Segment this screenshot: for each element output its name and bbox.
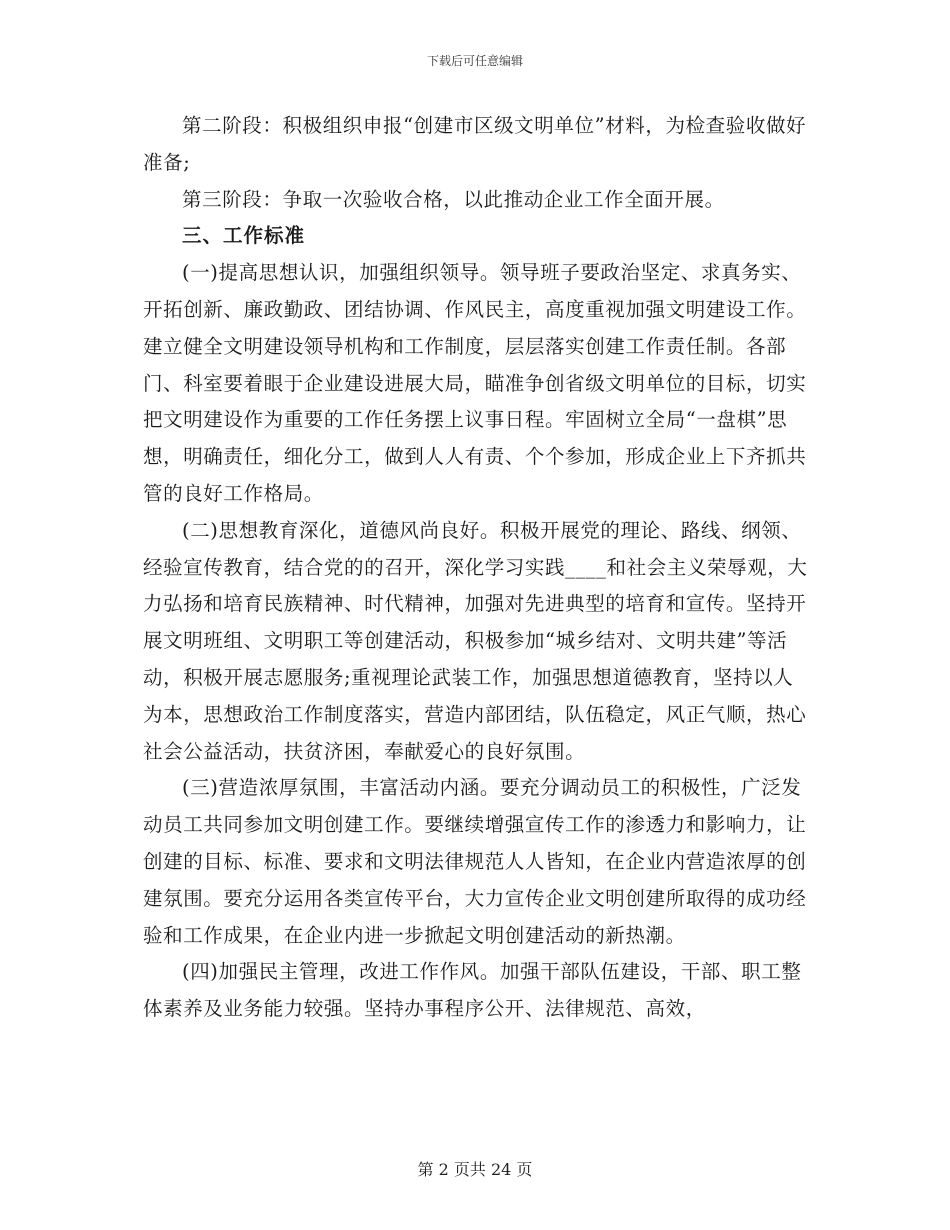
page-footer: 第 2 页共 24 页 xyxy=(417,1160,533,1179)
section-heading-work-standards: 三、工作标准 xyxy=(182,224,306,248)
paragraph-item-three: (三)营造浓厚氛围，丰富活动内涵。要充分调动员工的积极性，广泛发动员工共同参加文明创建工作。要继续增强宣传工作的渗透力和影响力，让创建的目标、标准、要求和文明法律规范人人皆知，在企业内营造浓厚的创建氛围。要充分运用各类宣传平台，大力宣传企业文明创建所取得的成功经验和工作成果，在企业内进一步掀起文明创建活动的新热潮。 xyxy=(143,776,807,947)
document-body xyxy=(143,108,811,1028)
page-header: 下载后可任意编辑 xyxy=(426,54,523,68)
paragraph-item-four: (四)加强民主管理，改进工作作风。加强干部队伍建设，干部、职工整体素养及业务能力较强。坚持办事程序公开、法律规范、高效， xyxy=(143,960,802,1021)
paragraph-item-two: (二)思想教育深化，道德风尚良好。积极开展党的理论、路线、纲领、经验宣传教育，结合党的的召开，深化学习实践____和社会主义荣辱观，大力弘扬和培育民族精神、时代精神，加强对先进典型的培育和宣传。坚持开展文明班组、文明职工等创建活动，积极参加“城乡结对、文明共建”等活动，积极开展志愿服务;重视理论武装工作，加强思想道德教育，坚持以人为本，思想政治工作制度落实，营造内部团结，队伍稳定，风正气顺，热心社会公益活动，扶贫济困，奉献爱心的良好氛围。 xyxy=(143,518,808,763)
paragraph-stage-three: 第三阶段：争取一次验收合格，以此推动企业工作全面开展。 xyxy=(182,187,725,211)
paragraph-item-one: (一)提高思想认识，加强组织领导。领导班子要政治坚定、求真务实、开拓创新、廉政勤政、团结协调、作风民主，高度重视加强文明建设工作。建立健全文明建设领导机构和工作制度，层层落实创建工作责任制。各部门、科室要着眼于企业建设进展大局，瞄准争创省级文明单位的目标，切实把文明建设作为重要的工作任务摆上议事日程。牢固树立全局“一盘棋”思想，明确责任，细化分工，做到人人有责、个个参加，形成企业上下齐抓共管的良好工作格局。 xyxy=(143,261,807,505)
paragraph-stage-two: 第二阶段：积极组织申报“创建市区级文明单位”材料，为检查验收做好准备; xyxy=(143,114,807,174)
